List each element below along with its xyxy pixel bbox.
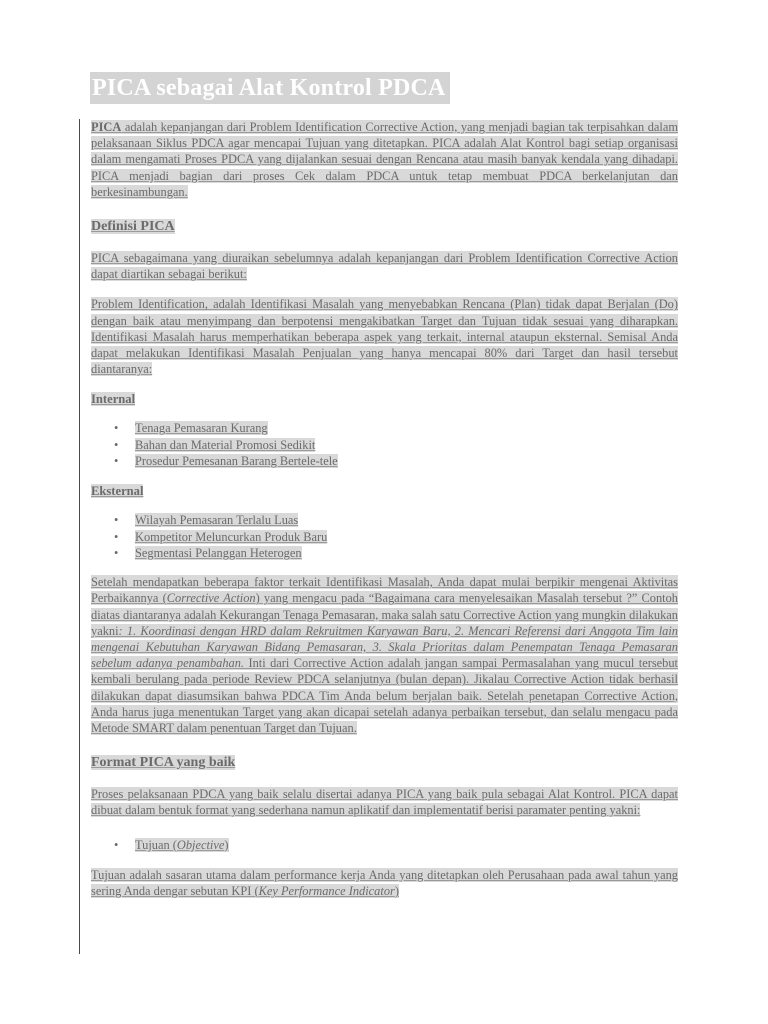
corrective-text-1: Setelah mendapatkan beberapa faktor terkait Identifikasi Masalah, Anda dapat mulai berpikir mengenai Aktivitas Perbaikannya ( — [91, 575, 678, 606]
format-paragraph — [91, 786, 678, 818]
corrective-text-2: ) yang mengacu pada “Bagaimana cara menyelesaikan Masalah tersebut ?” Contoh diatas diantaranya adalah Kekurangan Tenaga Pemasaran, maka salah satu Corrective Action yang mungkin dilakukan yakni — [91, 591, 679, 638]
objective-end: ) — [224, 837, 229, 852]
format-text: Proses pelaksanaan PDCA yang baik selalu disertai adanya PICA yang baik pula sebagai Alat Kontrol. PICA dapat dibuat dalam bentuk format yang sederhana namun aplikatif dan implementatif berisi paramater penting yakni: — [91, 787, 678, 818]
page-margin-rule — [79, 119, 80, 954]
document-body — [91, 119, 678, 899]
list-item — [91, 437, 678, 453]
list-item — [91, 545, 678, 561]
list-item — [91, 529, 678, 545]
objective-text: Tujuan ( — [135, 837, 177, 852]
external-list — [91, 512, 678, 561]
page-title: PICA sebagai Alat Kontrol PDCA — [90, 72, 450, 104]
objective-paragraph — [91, 867, 678, 899]
list-item-text: Wilayah Pemasaran Terlalu Luas — [135, 513, 299, 528]
objective-desc-italic: Key Performance Indicator — [258, 884, 395, 899]
internal-list — [91, 420, 678, 469]
external-heading — [91, 483, 678, 499]
corrective-italic-2: : 1. Koordinasi dengan HRD dalam Rekruitmen Karyawan Baru, 2. Mencari Referensi dari Anggota Tim lain mengenai Kebutuhan Karyawan Bidang Pemasaran, 3. Skala Prioritas dalam Penempatan Tenaga Pemasaran sebelum adanya penambahan. — [91, 623, 678, 671]
intro-text: adalah kepanjangan dari Problem Identification Corrective Action, yang menjadi bagian tak terpisahkan dalam pelaksanaan Siklus PDCA agar mencapai Tujuan yang ditetapkan. PICA adalah Alat Kontrol bagi setiap organisasi dalam mengamati Proses PDCA yang dijalankan sesuai dengan Rencana atau masih banyak kendala yang dihadapi. PICA menjadi bagian dari proses Cek dalam PDCA untuk tetap membuat PDCA berkelanjutan dan berkesinambungan. — [91, 120, 678, 199]
internal-heading — [91, 391, 678, 407]
objective-desc-end: ) — [394, 884, 399, 899]
objective-desc-text: Tujuan adalah sasaran utama dalam performance kerja Anda yang ditetapkan oleh Perusahaan pada awal tahun yang sering Anda dengar sebutan KPI ( — [91, 867, 678, 899]
corrective-action-paragraph — [91, 574, 678, 736]
internal-heading-text: Internal — [91, 392, 136, 407]
problem-identification-paragraph — [91, 296, 678, 377]
list-item — [91, 420, 678, 436]
list-item-text: Segmentasi Pelanggan Heterogen — [135, 545, 302, 560]
list-item-text: Kompetitor Meluncurkan Produk Baru — [135, 529, 328, 544]
list-item-text: Prosedur Pemesanan Barang Bertele-tele — [135, 454, 338, 469]
intro-lead: PICA — [91, 120, 122, 134]
list-item-text: Tenaga Pemasaran Kurang — [135, 421, 268, 436]
list-item-text: Bahan dan Material Promosi Sedikit — [135, 437, 316, 452]
list-item — [91, 512, 678, 528]
definition-paragraph — [91, 250, 678, 282]
external-heading-text: Eksternal — [91, 484, 144, 499]
format-heading-text: Format PICA yang baik — [91, 755, 236, 771]
format-heading — [91, 753, 678, 773]
list-item — [91, 837, 678, 853]
definition-heading — [91, 217, 678, 237]
list-item — [91, 453, 678, 469]
corrective-italic-1: Corrective Action — [166, 591, 256, 606]
corrective-text-3: Inti dari Corrective Action adalah jangan sampai Permasalahan yang mucul tersebut kembali berulang pada periode Review PDCA selanjutnya (bulan depan). Jikalau Corrective Action tidak berhasil dilakukan dapat diasumsikan bahwa PDCA Tim Anda belum berjalan baik. Setelah penetapan Corrective Action, Anda harus juga menentukan Target yang akan dicapai setelah adanya perbaikan tersebut, dan selalu mengacu pada Metode SMART dalam penentuan Target dan Tujuan. — [91, 656, 678, 736]
definition-text: PICA sebagaimana yang diuraikan sebelumnya adalah kepanjangan dari Problem Identification Corrective Action dapat diartikan sebagai berikut: — [91, 251, 678, 282]
problem-identification-text: Problem Identification, adalah Identifikasi Masalah yang menyebabkan Rencana (Plan) tidak dapat Berjalan (Do) dengan baik atau menyimpang dan berpotensi mengakibatkan Target dan Tujuan tidak sesuai yang diharapkan. Identifikasi Masalah harus memperhatikan beberapa aspek yang terkait, internal ataupun eksternal. Semisal Anda dapat melakukan Identifikasi Masalah Penjualan yang hanya mencapai 80% dari Target dan hasil tersebut diantaranya: — [91, 297, 678, 377]
definition-heading-text: Definisi PICA — [91, 219, 175, 235]
objective-italic: Objective — [176, 837, 225, 852]
intro-paragraph — [91, 119, 678, 200]
format-list — [91, 837, 678, 853]
